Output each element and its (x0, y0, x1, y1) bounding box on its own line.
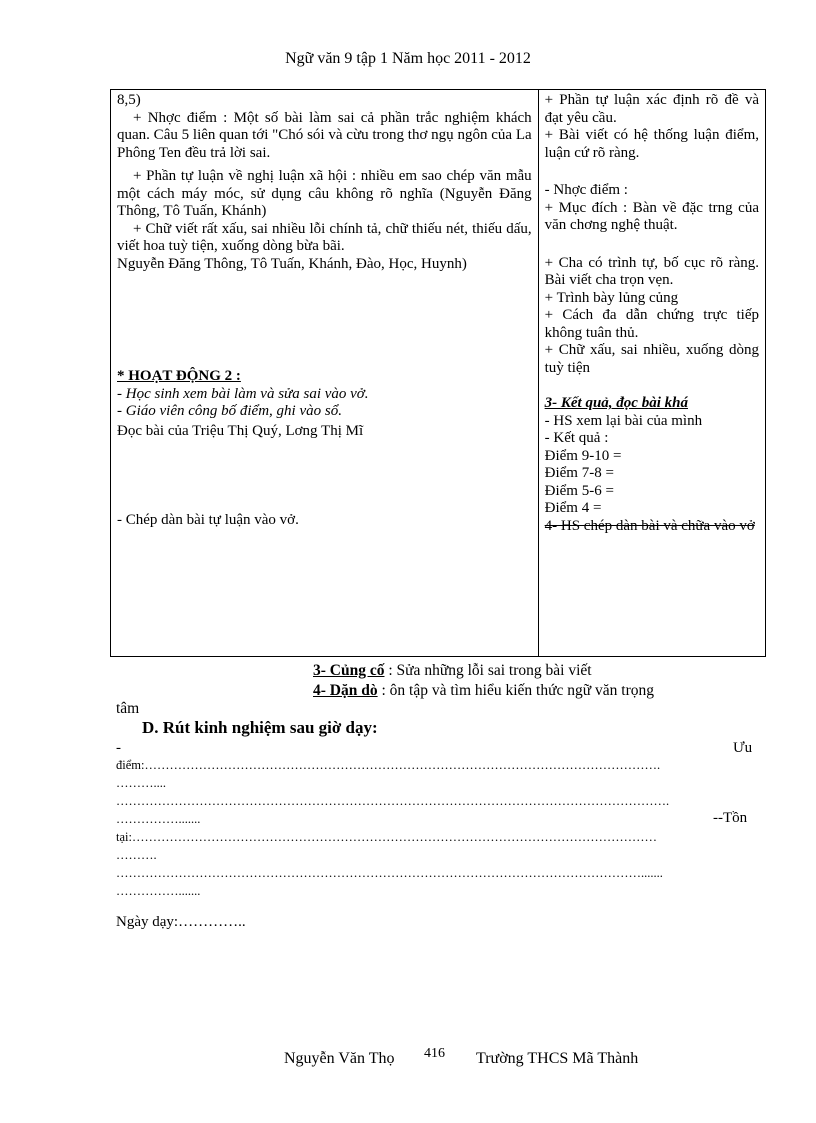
activity-2-heading: * HOẠT ĐỘNG 2 : (117, 368, 241, 384)
left-column (111, 90, 539, 657)
rk-dots3: ……………....... (116, 812, 201, 826)
rk-tai: tại:……………………………………………………………………………………………………………… (116, 830, 657, 844)
page-header: Ngữ văn 9 tập 1 Năm học 2011 - 2012 (285, 50, 531, 67)
right-r7: + Cách đa dẫn chứng trực tiếp không tuân thủ. (544, 307, 759, 341)
rk-dots4: ………. (116, 848, 157, 862)
footer-author: Nguyễn Văn Thọ (284, 1050, 395, 1067)
student-instruction: - Học sinh xem bài làm và sửa sai vào vở. (117, 385, 369, 402)
rk-dots2: ……………………………………………………………………………………………………………………. (116, 794, 670, 808)
consolidate-line (313, 662, 592, 680)
right-column (538, 90, 765, 657)
result-heading: 3- Kết quả, đọc bài khá (544, 395, 688, 411)
copy-outline: - Chép dàn bài tự luận vào vở. (117, 512, 299, 528)
right-r3: - Nhợc điểm : (544, 182, 628, 198)
homework-line (313, 682, 654, 700)
score-5-6: Điểm 5-6 = (544, 482, 614, 499)
teaching-date: Ngày dạy:………….. (116, 914, 246, 930)
score-4: Điểm 4 = (544, 500, 602, 516)
right-r9: - HS xem lại bài của mình (544, 412, 703, 429)
homework-cont: tâm (116, 700, 140, 717)
homework-text: : ôn tập và tìm hiểu kiến thức ngữ văn trọng (377, 682, 654, 699)
read-works: Đọc bài của Triệu Thị Quý, Lơng Thị Mĩ (117, 422, 364, 439)
right-r1: + Phần tự luận xác định rõ đề và đạt yêu cầu. (544, 92, 759, 126)
left-p1: 8,5) (117, 92, 141, 108)
homework-label: 4- Dặn dò (313, 682, 378, 699)
right-r6: + Trình bày lủng củng (544, 289, 679, 306)
page-number: 416 (424, 1046, 445, 1061)
rk-dots6: ……………....... (116, 884, 201, 898)
rk-dots1: ……….... (116, 776, 166, 790)
score-7-8: Điểm 7-8 = (544, 465, 614, 481)
left-p3: + Phần tự luận về nghị luận xã hội : nhiều em sao chép văn mẫu một cách máy móc, sử dụng câu không rõ nghĩa (Nguyễn Đăng Thông, Tô Tuấn, Khánh) (117, 168, 532, 219)
footer-school: Trường THCS Mã Thành (476, 1050, 639, 1067)
right-r8: + Chữ xấu, sai nhiều, xuống dòng tuỳ tiện (544, 342, 759, 376)
rk-ton: --Tồn (713, 810, 748, 826)
rk-dash: - (116, 740, 121, 756)
rk-dots5: ………………………………………………………………………………………………………………....... (116, 866, 663, 880)
teacher-instruction: - Giáo viên công bố điểm, ghi vào sổ. (117, 403, 342, 419)
left-p5: Nguyễn Đăng Thông, Tô Tuấn, Khánh, Đào, Học, Huynh) (117, 255, 467, 272)
right-r10: - Kết quả : (544, 430, 609, 446)
rk-uu: Ưu (733, 740, 753, 756)
right-r2: + Bài viết có hệ thống luận điểm, luận cứ rõ ràng. (544, 127, 759, 161)
right-r11: 4- HS chép dàn bài và chữa vào vở (544, 517, 755, 534)
consolidate-text: : Sửa những lỗi sai trong bài viết (384, 662, 592, 679)
rk-diem: điểm:……………………………………………………………………………………………………………. (116, 758, 661, 772)
left-p2: + Nhợc điểm : Một số bài làm sai cả phần trắc nghiệm khách quan. Câu 5 liên quan tới "Chó sói và cừu trong thơ ngụ ngôn của La Phông Ten đều trả lời sai. (117, 109, 532, 161)
left-p4: + Chữ viết rất xấu, sai nhiều lỗi chính tả, chữ thiếu nét, thiếu dấu, viết hoa tuỳ tiện, xuống dòng bừa bãi. (117, 220, 532, 254)
right-r4: + Mục đích : Bàn về đặc trng của văn chơng nghệ thuật. (544, 199, 759, 233)
right-r5: + Cha có trình tự, bố cục rõ ràng. Bài viết cha trọn vẹn. (544, 254, 759, 288)
section-d-heading: D. Rút kinh nghiệm sau giờ dạy: (142, 718, 378, 737)
score-9-10: Điểm 9-10 = (544, 447, 622, 464)
consolidate-label: 3- Củng cố (313, 662, 385, 679)
lesson-table (110, 89, 766, 657)
